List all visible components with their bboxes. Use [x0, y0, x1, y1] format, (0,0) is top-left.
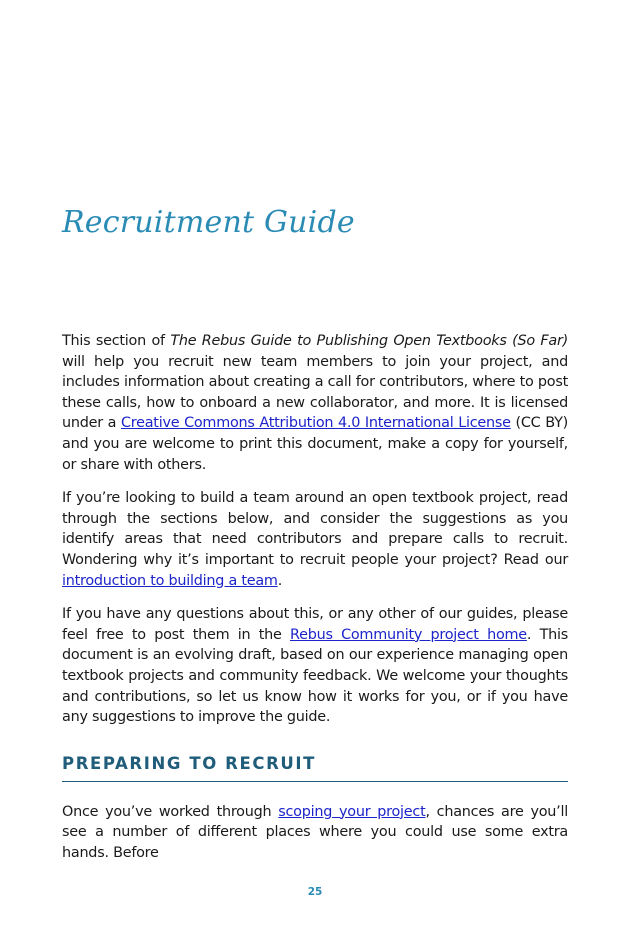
text: This section of — [62, 333, 171, 349]
text: If you have any questions about this, or any other of our guides, please feel free to post them in the — [62, 606, 568, 643]
text: If you’re looking to build a team around an open textbook project, read through the sections below, and consider the suggestions as you identify areas that need contributors and prepare calls to recruit. Wondering why it’s important to recruit people your project? Read our — [62, 490, 568, 568]
section-heading: PREPARING TO RECRUIT — [62, 754, 568, 782]
text: . This document is an evolving draft, based on our experience managing open textbook projects and community feedback. We welcome your thoughts and contributions, so let us know how it works for you, or if you have any suggestions to improve the guide. — [62, 626, 568, 726]
preparing-paragraph — [62, 802, 568, 864]
text: (CC BY) and you are welcome to print this document, make a copy for yourself, or share with others. — [62, 415, 568, 473]
document-body — [62, 331, 568, 876]
text: Once you’ve worked through — [62, 803, 279, 820]
page-title: Recruitment Guide — [62, 205, 355, 240]
guide-title-italic: The Rebus Guide to Publishing Open Textbooks (So Far) — [170, 333, 568, 349]
cc-license-link[interactable]: Creative Commons Attribution 4.0 International License — [120, 415, 511, 432]
questions-paragraph — [62, 604, 568, 728]
rebus-community-link[interactable]: Rebus Community project home — [289, 626, 527, 643]
intro-paragraph — [62, 331, 568, 475]
text: . — [277, 572, 283, 589]
scoping-project-link[interactable]: scoping your project — [278, 803, 426, 820]
building-team-link[interactable]: introduction to building a team — [62, 572, 278, 589]
page-number: 25 — [307, 886, 323, 898]
text: , chances are you’ll see a number of different places where you could use some extra hands. Before — [62, 803, 568, 861]
text: will help you recruit new team members to join your project, and includes information about creating a call for contributors, where to post these calls, how to onboard a new collaborator, and more. It is licensed under a — [62, 353, 568, 432]
team-paragraph — [62, 488, 568, 591]
